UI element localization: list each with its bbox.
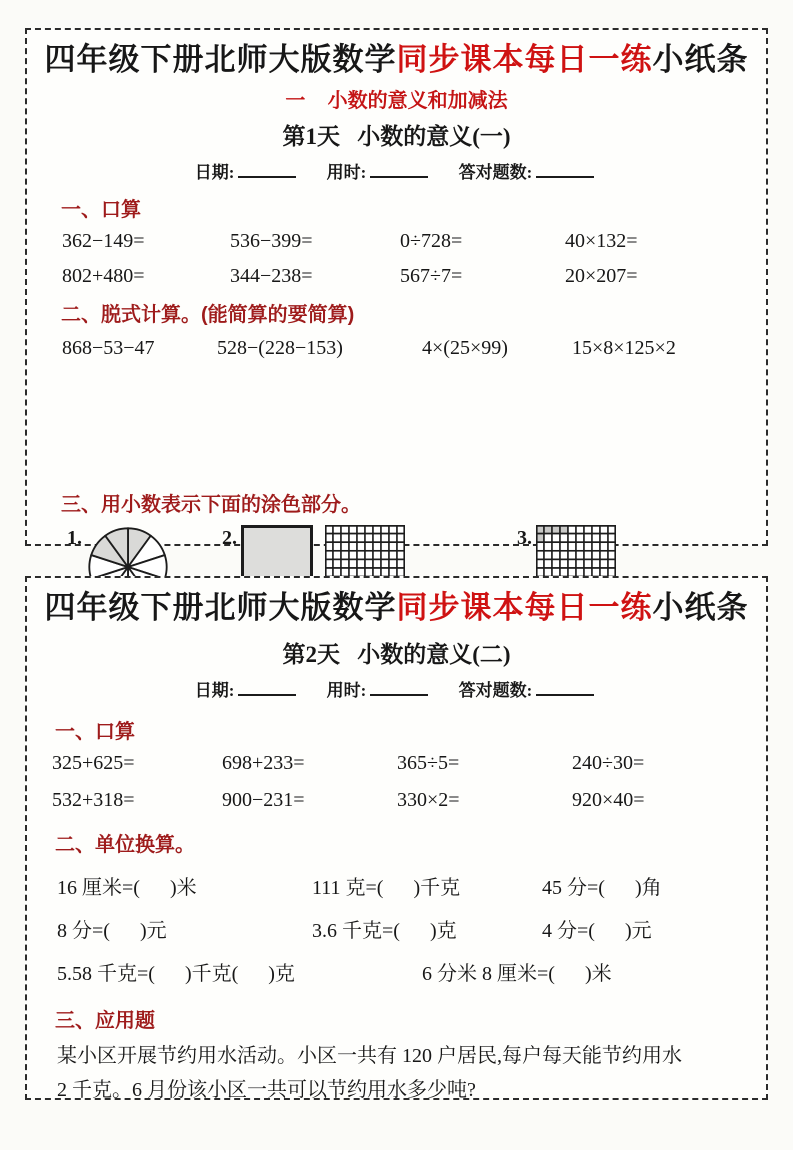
section-heading-decimals: 三、用小数表示下面的涂色部分。: [61, 493, 361, 516]
section-heading-oral: 一、口算: [61, 198, 141, 221]
conversion-item: 16 厘米=( )米: [57, 876, 197, 899]
title-black-left: 四年级下册北师大版数学: [44, 42, 397, 77]
worksheet-slip-day2: [25, 576, 768, 1100]
title-red: 同步课本每日一练: [396, 42, 653, 77]
expression: 698+233=: [222, 751, 305, 774]
expression: 240÷30=: [572, 751, 645, 774]
score-label: 答对题数:: [458, 680, 533, 700]
expression: 40×132=: [565, 229, 638, 252]
time-label: 用时:: [326, 680, 367, 700]
title-red: 同步课本每日一练: [396, 590, 653, 625]
oral-calculation-row: [27, 752, 766, 812]
meta-line: [27, 158, 766, 183]
section-heading-unit-conversion: 二、单位换算。: [55, 833, 195, 856]
title-black-right: 小纸条: [652, 590, 749, 625]
time-blank: [370, 680, 428, 696]
day-heading: 第1天 小数的意义(一): [282, 123, 511, 149]
word-problem-line: 2 千克。6 月份该小区一共可以节约用水多少吨?: [57, 1078, 476, 1101]
title-black-left: 四年级下册北师大版数学: [44, 590, 397, 625]
expression: 15×8×125×2: [572, 336, 676, 359]
figure-number: 3.: [517, 526, 532, 549]
expression: 920×40=: [572, 788, 645, 811]
expression: 0÷728=: [400, 229, 463, 252]
expression: 330×2=: [397, 788, 460, 811]
unit-conversion-row: [27, 914, 766, 943]
expression: 536−399=: [230, 229, 313, 252]
section-heading-oral: 一、口算: [55, 720, 135, 743]
score-blank: [536, 680, 594, 696]
time-label: 用时:: [326, 162, 367, 182]
conversion-item: 3.6 千克=( )克: [312, 919, 457, 942]
day-heading: 第2天 小数的意义(二): [282, 641, 511, 667]
expression: 802+480=: [62, 264, 145, 287]
expression: 362−149=: [62, 229, 145, 252]
expression: 325+625=: [52, 751, 135, 774]
expression: 20×207=: [565, 264, 638, 287]
conversion-item: 8 分=( )元: [57, 919, 167, 942]
section-heading-word-problem: 三、应用题: [55, 1009, 155, 1032]
expression: 868−53−47: [62, 336, 155, 359]
unit-heading: 一 小数的意义和加减法: [285, 89, 508, 112]
page-title: [27, 590, 766, 626]
page-title: [27, 42, 766, 78]
conversion-item: 5.58 千克=( )千克( )克: [57, 962, 295, 985]
expression: 528−(228−153): [217, 336, 343, 359]
worksheet-slip-day1: [25, 28, 768, 549]
stepwise-calculation-row: [27, 337, 766, 360]
expression: 567÷7=: [400, 264, 463, 287]
unit-conversion-row: [27, 871, 766, 900]
figure-number: 1.: [67, 526, 82, 549]
date-label: 日期:: [194, 162, 235, 182]
date-blank: [238, 162, 296, 178]
meta-line: [27, 676, 766, 701]
conversion-item: 111 克=( )千克: [312, 876, 461, 899]
figure-number: 2.: [222, 526, 237, 549]
conversion-item: 6 分米 8 厘米=( )米: [422, 962, 612, 985]
title-black-right: 小纸条: [652, 42, 749, 77]
time-blank: [370, 162, 428, 178]
word-problem-line: 某小区开展节约用水活动。小区一共有 120 户居民,每户每天能节约用水: [57, 1044, 682, 1067]
date-label: 日期:: [194, 680, 235, 700]
score-label: 答对题数:: [458, 162, 533, 182]
conversion-item: 4 分=( )元: [542, 919, 652, 942]
date-blank: [238, 680, 296, 696]
expression: 532+318=: [52, 788, 135, 811]
expression: 900−231=: [222, 788, 305, 811]
expression: 4×(25×99): [422, 336, 508, 359]
expression: 344−238=: [230, 264, 313, 287]
oral-calculation-row: [27, 230, 766, 288]
word-problem-text: [27, 1033, 766, 1107]
conversion-item: 45 分=( )角: [542, 876, 662, 899]
unit-conversion-row: [27, 957, 766, 986]
score-blank: [536, 162, 594, 178]
expression: 365÷5=: [397, 751, 460, 774]
section-heading-stepwise: 二、脱式计算。(能简算的要简算): [61, 303, 355, 326]
